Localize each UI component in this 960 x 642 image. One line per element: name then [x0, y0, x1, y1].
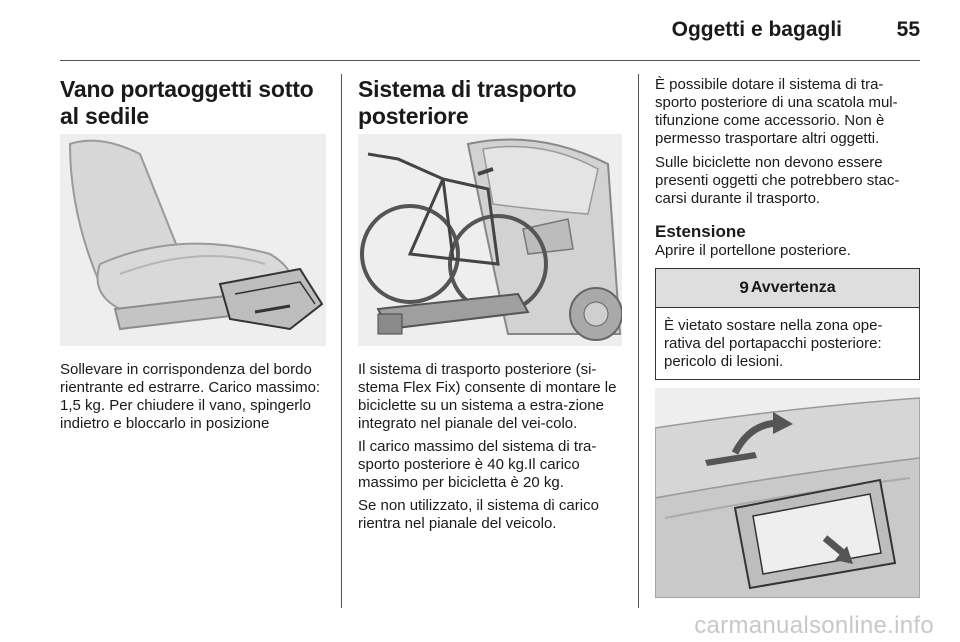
- rear-carrier-paragraph-1: Il sistema di trasporto posteriore (si-stema Flex Fix) consente di montare le biciclette su un sistema a estra-zione integrato nel pianale del vei-colo.: [358, 361, 617, 432]
- page-header-title: Oggetti e bagagli: [671, 18, 842, 41]
- column-3-intro: [655, 76, 920, 214]
- watermark: carmanualsonline.info: [694, 612, 934, 639]
- rear-carrier-paragraph-2: Il carico massimo del sistema di tra-sporto posteriore è 40 kg.Il carico massimo per bicicletta è 20 kg.: [358, 438, 597, 491]
- extension-instruction: Aprire il portellone posteriore.: [655, 242, 851, 259]
- rear-carrier-paragraph-3: Se non utilizzato, il sistema di carico rientra nel pianale del veicolo.: [358, 497, 599, 532]
- extension-subheading: Estensione: [655, 222, 746, 241]
- section-heading-seat-storage: Vano portaoggetti sotto al sedile: [60, 76, 314, 129]
- header-rule: [60, 60, 920, 61]
- warning-text: È vietato sostare nella zona ope-rativa del portapacchi posteriore: pericolo di lesioni.: [664, 317, 883, 370]
- bicycle-objects-paragraph: Sulle biciclette non devono essere presenti oggetti che potrebbero stac-carsi durante il trasporto.: [655, 154, 900, 207]
- seat-storage-paragraph: Sollevare in corrispondenza del bordo rientrante ed estrarre. Carico massimo: 1,5 kg. Per chiudere il vano, spingerlo indietro e bloccarlo in posizione: [60, 361, 321, 432]
- bike-carrier-illustration: [358, 134, 622, 346]
- warning-title: Avvertenza: [750, 279, 836, 296]
- column-2: [358, 76, 622, 130]
- extension-section: [655, 222, 920, 260]
- warning-icon: 9: [739, 278, 749, 297]
- column-divider: [638, 74, 639, 608]
- rear-carrier-text: [358, 361, 622, 538]
- column-divider: [341, 74, 342, 608]
- seat-storage-text: [60, 361, 326, 433]
- warning-body: [656, 308, 919, 371]
- column-1: [60, 76, 326, 130]
- section-heading-rear-carrier: Sistema di trasporto posteriore: [358, 76, 577, 129]
- warning-box: [655, 268, 920, 380]
- multifunction-box-paragraph: È possibile dotare il sistema di tra-sporto posteriore di una scatola mul-tifunzione come accessorio. Non è permesso trasportare altri oggetti.: [655, 76, 898, 147]
- seat-storage-illustration: [60, 134, 326, 346]
- page-number: 55: [896, 18, 920, 41]
- warning-header: [656, 269, 919, 308]
- carrier-extension-illustration: [655, 388, 920, 598]
